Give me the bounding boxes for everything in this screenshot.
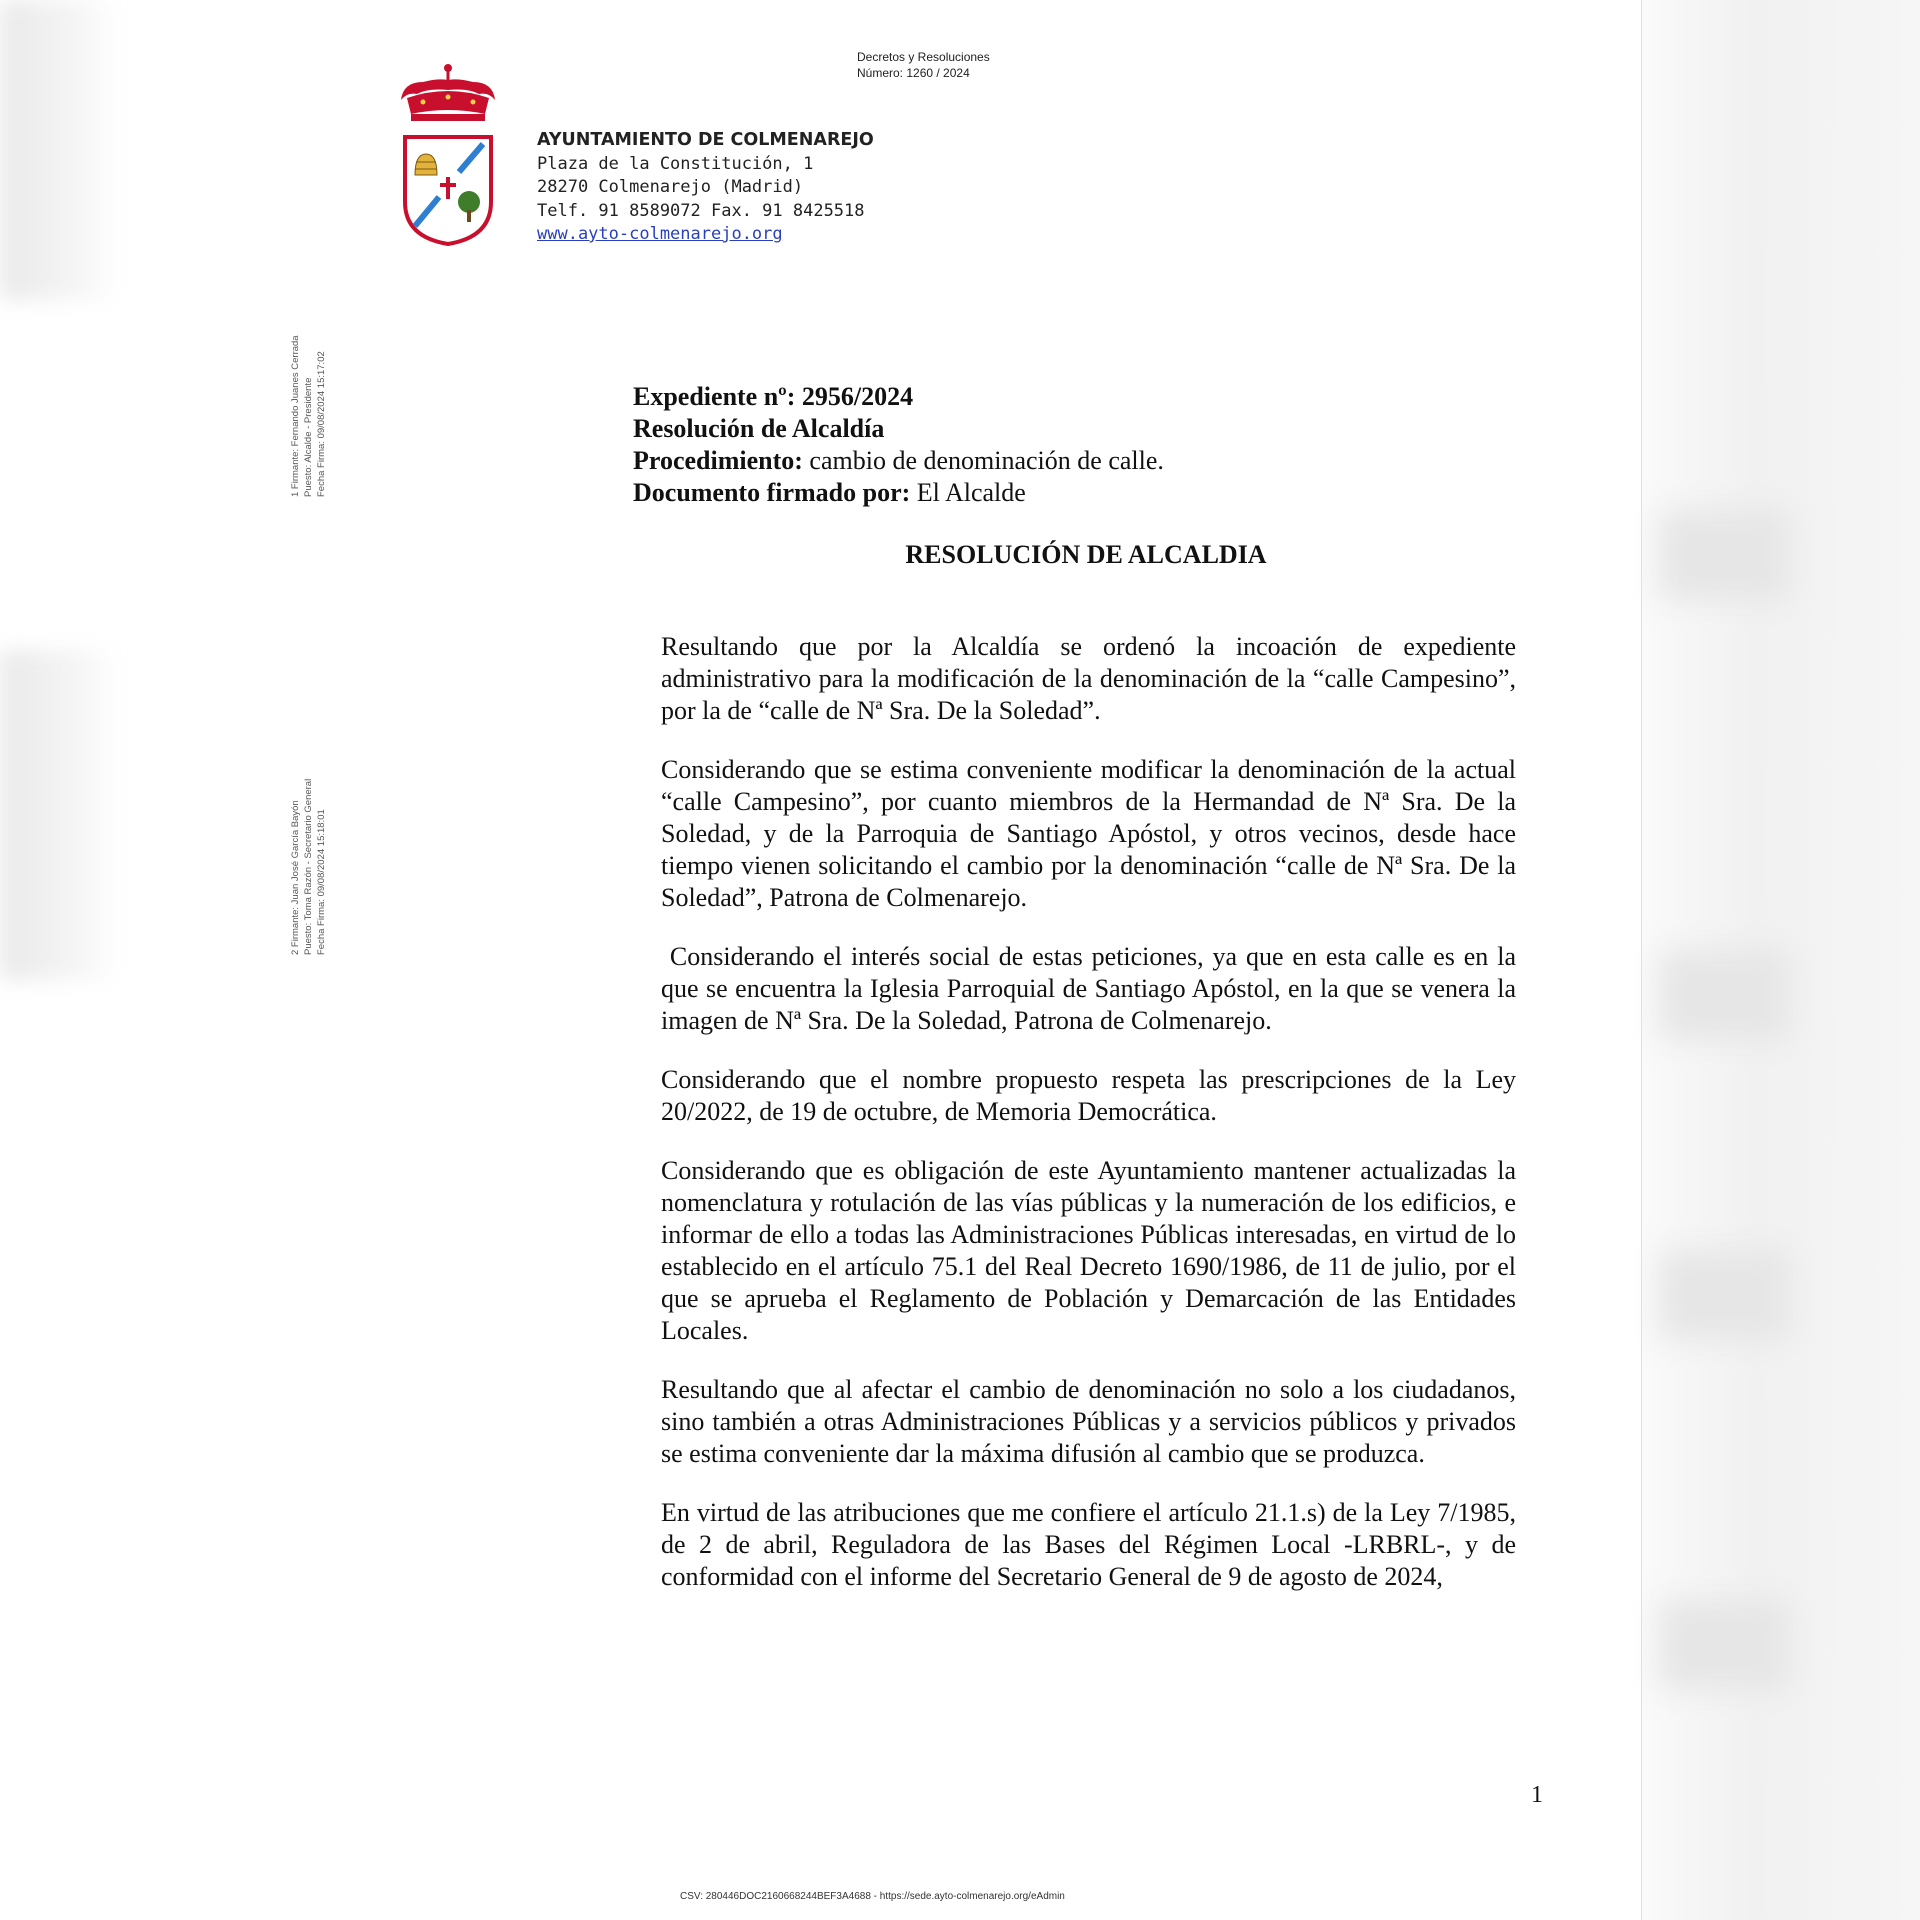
paragraph: Resultando que por la Alcaldía se ordenó la incoación de expediente administrativo para la modificación de la denominación de la “calle Campesino”, por la de “calle de Nª Sra. De la Soledad”. [661,632,1516,725]
procedure-value: cambio de denominación de calle. [802,446,1164,475]
decree-register-number: Número: 1260 / 2024 [857,66,970,80]
paragraph: Considerando el interés social de estas peticiones, ya que en esta calle es en la que se encuentra la Iglesia Parroquial de Santiago Apóstol, en la que se venera la imagen de Nª Sra. De la Soledad, Patrona de Colmenarejo. [661,942,1523,1035]
organization-header [537,129,874,247]
thumbnail-blur [1660,1600,1790,1690]
organization-website-link[interactable]: www.ayto-colmenarejo.org [537,224,783,244]
procedure-line [633,445,1164,477]
paragraph: Considerando que se estima conveniente modificar la denominación de la actual “calle Campesino”, por cuanto miembros de la Hermandad de Nª Sra. De la Soledad, y de la Parroquia de Santiago Apóstol, y otros vecinos, desde hace tiempo vienen solicitando el cambio por la denominación “calle de Nª Sra. De la Soledad”, Patrona de Colmenarejo. [661,755,1516,912]
thumbnail-blur [1660,950,1790,1040]
csv-verification-footer[interactable]: CSV: 280446DOC2160668244BEF3A4688 - https://sede.ayto-colmenarejo.org/eAdmin [680,1891,1065,1902]
file-number: Expediente nº: 2956/2024 [633,382,914,411]
procedure-label: Procedimiento: [633,446,803,475]
paragraph: Considerando que el nombre propuesto respeta las prescripciones de la Ley 20/2022, de 19 de octubre, de Memoria Democrática. [661,1065,1516,1126]
page-number: 1 [1531,1782,1543,1808]
signature-role: Puesto: Toma Razón - Secretario General [303,778,314,955]
organization-phone: Telf. 91 8589072 Fax. 91 8425518 [537,200,865,221]
decree-register-label [857,49,990,81]
organization-address-line2: 28270 Colmenarejo (Madrid) [537,177,804,197]
organization-name: AYUNTAMIENTO DE COLMENAREJO [537,130,874,150]
resolution-type: Resolución de Alcaldía [633,414,885,443]
paragraph: Resultando que al afectar el cambio de denominación no solo a los ciudadanos, sino también a otras Administraciones Públicas y a servicios públicos y privados se estima conveniente dar la máxima difusión al cambio que se produzca. [661,1375,1516,1468]
coat-of-arms-icon [393,62,503,247]
thumbnail-blur [1660,510,1790,600]
organization-address-line1: Plaza de la Constitución, 1 [537,153,814,174]
signed-by-value: El Alcalde [910,478,1026,507]
signature-date: Fecha Firma: 09/08/2024 15:17:02 [316,351,327,497]
signature-stamp-2 [289,779,328,955]
signed-by-line [633,477,1164,509]
signature-role: Puesto: Alcalde - Presidente [303,377,314,497]
paragraph: Considerando que es obligación de este Ayuntamiento mantener actualizadas la nomenclatura y rotulación de las vías públicas y la numeración de los edificios, e informar de ello a todas las Administraciones Públicas interesadas, en virtud de lo establecido en el artículo 75.1 del Real Decreto 1690/1986, de 11 de julio, por el que se aprueba el Reglamento de Población y Demarcación de las Entidades Locales. [661,1156,1516,1345]
thumbnail-blur [1660,1250,1790,1340]
paragraph: En virtud de las atribuciones que me confiere el artículo 21.1.s) de la Ley 7/1985, de 2 de abril, Reguladora de las Bases del Régimen Local -LRBRL-, y de conformidad con el informe del Secretario General de 9 de agosto de 2024, [661,1498,1516,1591]
signature-signer: 1 Firmante: Fernando Juanes Cerrada [290,335,301,497]
file-metadata [633,381,1164,509]
signature-signer: 2 Firmante: Juan José García Bayón [290,800,301,955]
left-blur-edge [0,0,120,300]
left-blur-edge [0,650,120,980]
document-title: RESOLUCIÓN DE ALCALDIA [905,540,1267,569]
document-body [661,631,1523,1620]
signature-stamp-1 [289,335,328,497]
signature-date: Fecha Firma: 09/08/2024 15:18:01 [316,809,327,955]
decree-register-title: Decretos y Resoluciones [857,50,990,64]
signed-by-label: Documento firmado por: [633,478,911,507]
